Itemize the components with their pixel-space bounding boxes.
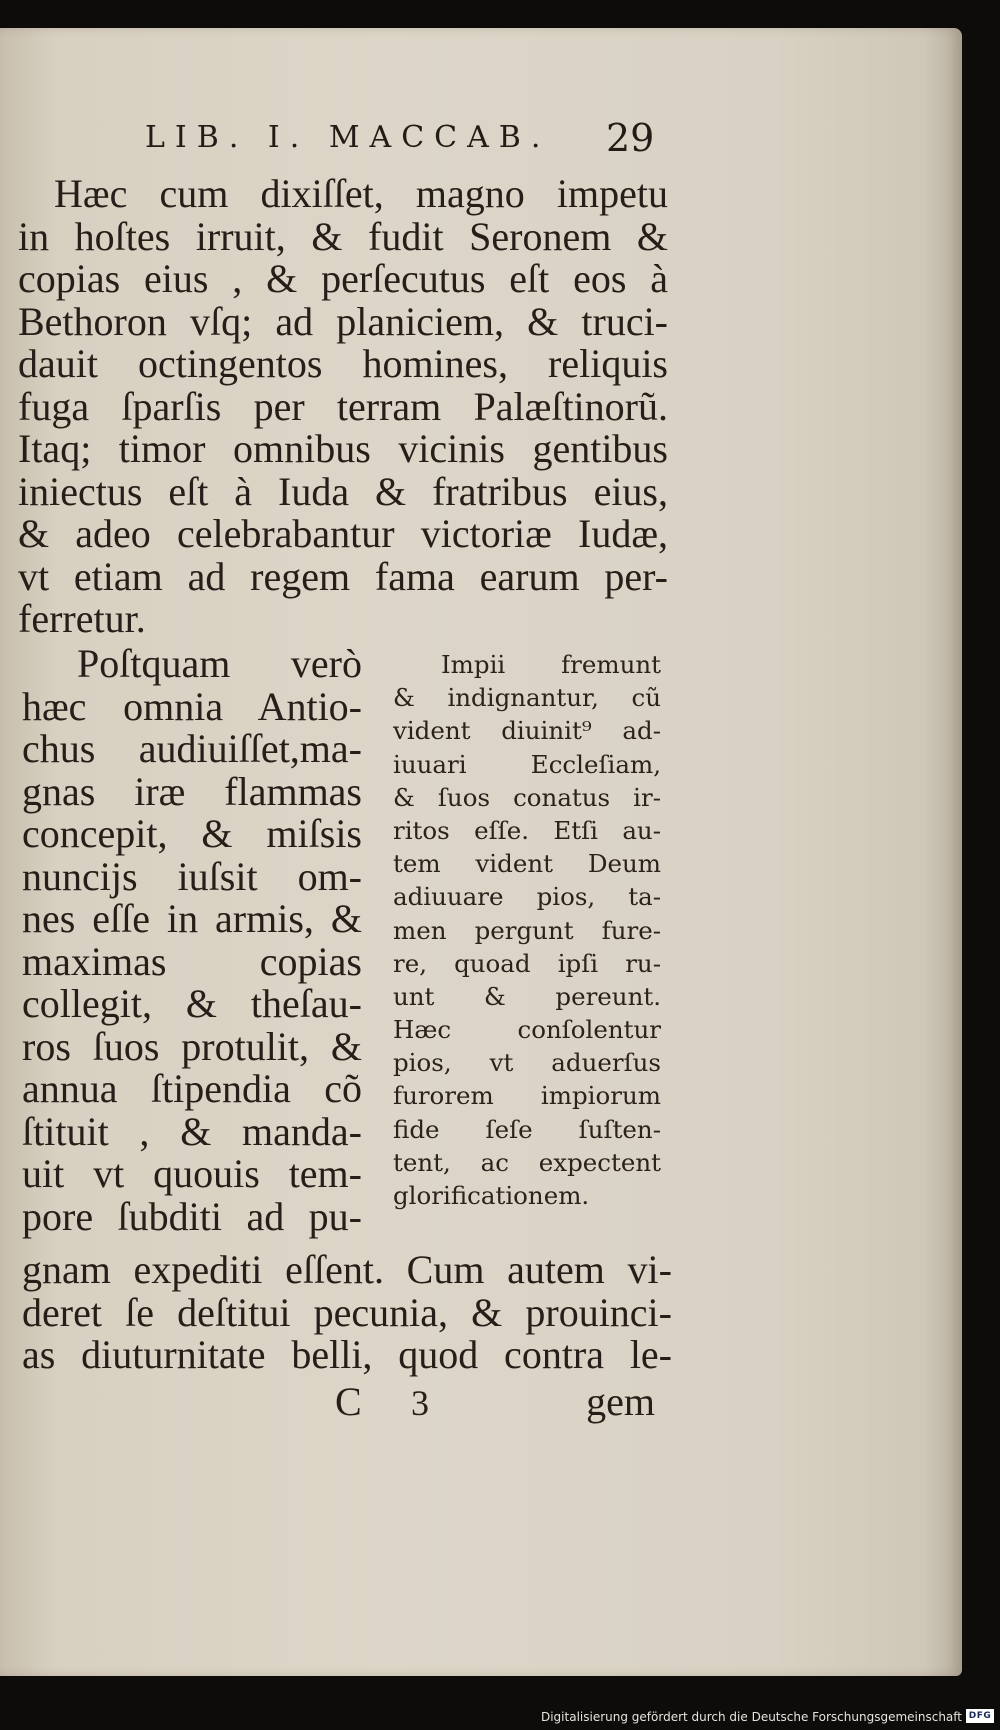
text-line: Bethoron vſq; ad planiciem, & truci- (18, 298, 668, 344)
gloss-line: furorem impiorum (393, 1081, 661, 1111)
text-line: as diuturnitate belli, quod contra le- (22, 1332, 672, 1377)
running-head: LIB. I. MACCAB. (145, 120, 551, 155)
page-number: 29 (606, 116, 655, 160)
text-line: nuncijs iuſsit om- (22, 853, 362, 899)
text-line: hæc omnia Antio- (22, 683, 362, 729)
gloss-line: pios, vt aduerſus (393, 1048, 661, 1078)
text-line: ferretur. (18, 596, 146, 641)
catchword: gem (586, 1379, 655, 1424)
signature-number: 3 (411, 1383, 429, 1423)
text-line: vt etiam ad regem fama earum per- (18, 553, 668, 599)
gloss-line: re, quoad ipſi ru- (393, 948, 661, 978)
closing-paragraph (22, 1249, 672, 1377)
text-line: in hoſtes irruit, & fudit Seronem & (18, 213, 668, 259)
gloss-line: tent, ac expectent (393, 1147, 661, 1177)
gloss-line: Impii fremunt (441, 650, 661, 679)
text-line: deret ſe deſtitui pecunia, & prouinci- (22, 1289, 672, 1335)
text-line: ſtituit , & manda- (22, 1108, 362, 1154)
gloss-line: unt & pereunt. (393, 981, 661, 1011)
gloss-line: men pergunt fure- (393, 915, 661, 945)
gloss-line: Hæc conſolentur (393, 1015, 661, 1045)
text-line: maximas copias (22, 938, 362, 984)
digitization-credit: Digitalisierung gefördert durch die Deutsche Forschungsgemeinschaft (540, 1710, 962, 1724)
text-line: ros ſuos protulit, & (22, 1023, 362, 1069)
gloss-line: & ſuos conatus ir- (393, 782, 661, 812)
gloss-line: & indignantur, cũ (393, 683, 661, 713)
gloss-line: ritos eſſe. Etſi au- (393, 815, 661, 845)
gloss-line: vident diuinit⁹ ad- (393, 716, 661, 746)
text-line: nes eſſe in armis, & (22, 896, 362, 941)
text-line: copias eius , & perſecutus eſt eos à (18, 256, 668, 301)
text-line: fuga ſparſis per terram Palæſtinorũ. (18, 383, 668, 429)
text-line: iniectus eſt à Iuda & fratribus eius, (18, 468, 668, 514)
text-line: gnam expediti eſſent. Cum autem vi- (22, 1247, 672, 1292)
text-line: concepit, & miſsis (22, 811, 362, 856)
text-line: uit vt quouis tem- (22, 1151, 362, 1196)
signature-line (335, 1378, 655, 1422)
text-line: Itaq; timor omnibus vicinis gentibus (18, 426, 668, 471)
gloss-line: fide ſeſe ſuſten- (393, 1114, 661, 1144)
dfg-logo-icon: DFG (966, 1709, 994, 1723)
text-line: Poſtquam verò (77, 641, 362, 686)
signature-mark: C (335, 1379, 362, 1424)
marginal-gloss (393, 648, 661, 1212)
gloss-line: tem vident Deum (393, 849, 661, 879)
main-text-column (22, 643, 362, 1238)
text-line: gnas iræ flammas (22, 768, 362, 814)
text-line: collegit, & theſau- (22, 981, 362, 1026)
gloss-line: iuuari Eccleſiam, (393, 749, 661, 779)
gloss-line: adiuuare pios, ta- (393, 882, 661, 912)
opening-paragraph (18, 173, 668, 641)
text-line: annua ſtipendia cõ (22, 1066, 362, 1111)
text-line: & adeo celebrabantur victoriæ Iudæ, (18, 511, 668, 556)
book-page (0, 28, 962, 1676)
text-line: pore ſubditi ad pu- (22, 1193, 362, 1239)
text-line: Hæc cum dixiſſet, magno impetu (54, 171, 668, 216)
text-line: chus audiuiſſet,ma- (22, 726, 362, 771)
gloss-line: glorificationem. (393, 1181, 590, 1210)
text-line: dauit octingentos homines, reliquis (18, 341, 668, 386)
